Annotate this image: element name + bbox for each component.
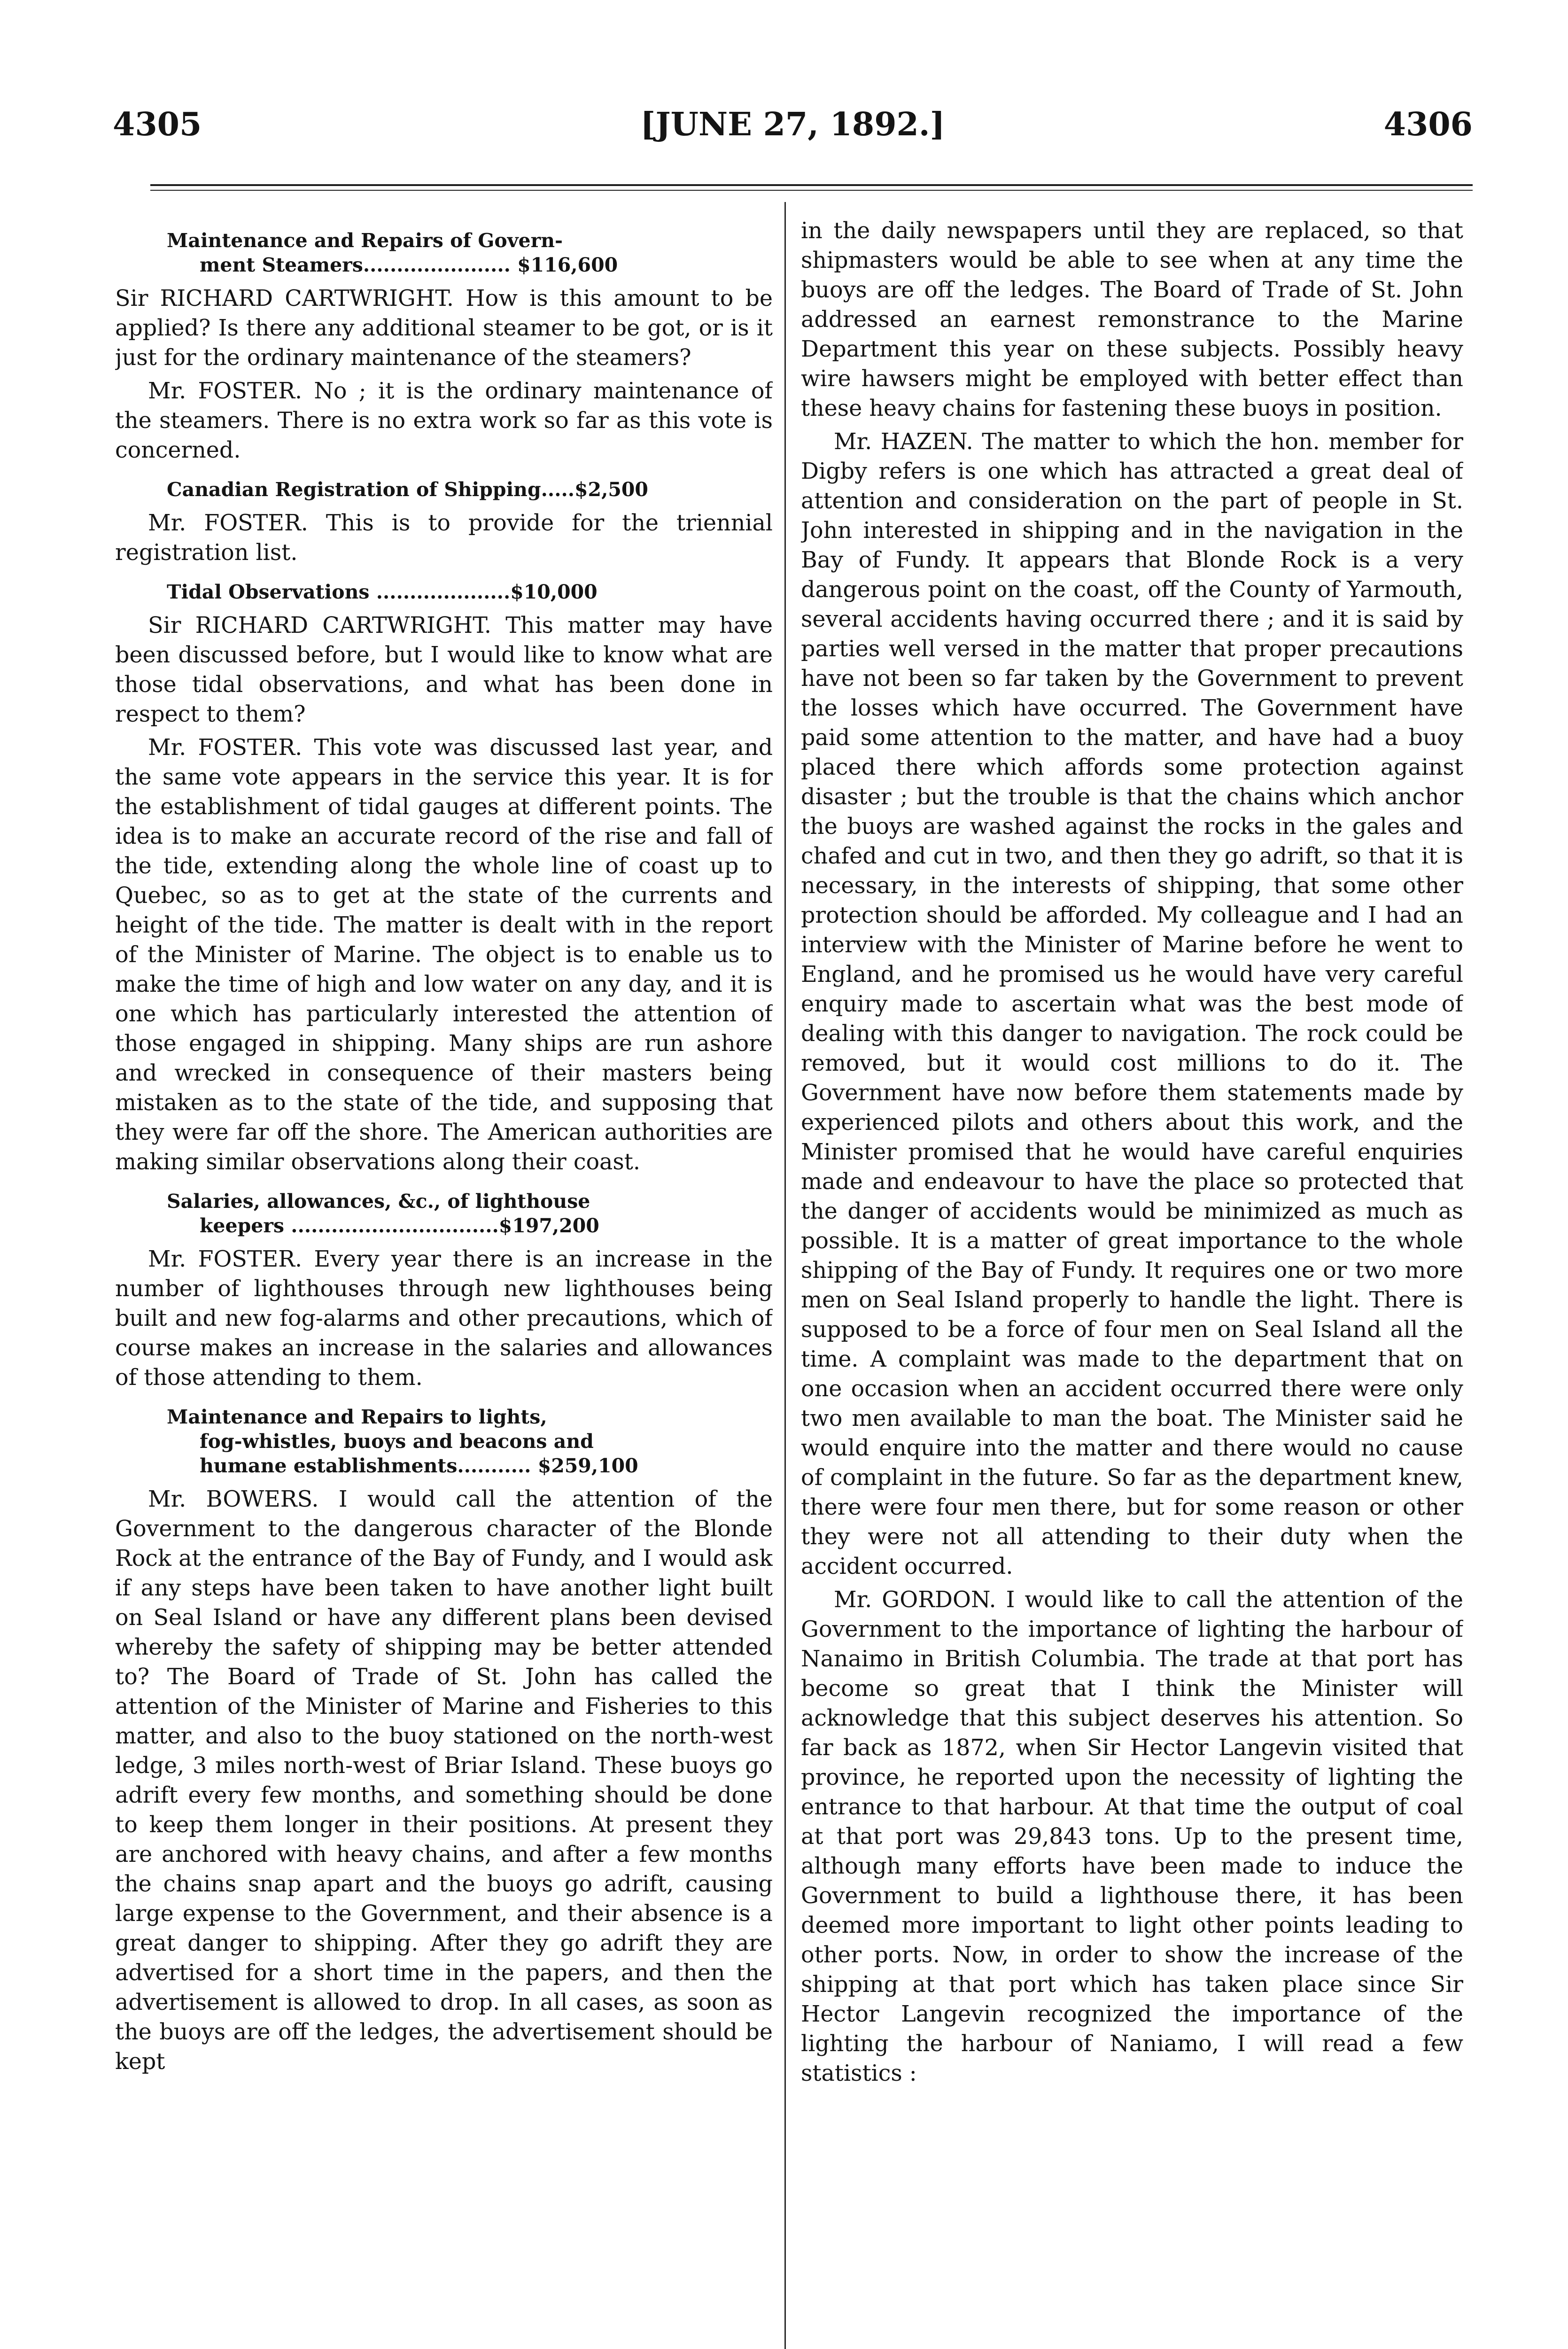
vote-item-dots: ...................... [363, 254, 511, 276]
vote-item-amount: $259,100 [537, 1455, 638, 1477]
vote-item-amount: $116,600 [517, 254, 618, 276]
vote-item-label: Canadian Registration of Shipping [167, 478, 541, 501]
vote-item-tidal [167, 580, 773, 604]
vote-item-lights-repairs [167, 1405, 773, 1478]
right-column [801, 216, 1463, 2349]
vote-item-label: Maintenance and Repairs of Govern- [167, 229, 563, 252]
vote-item-amount: $2,500 [574, 478, 648, 501]
page-date: [JUNE 27, 1892.] [640, 106, 945, 143]
vote-item-steamers [167, 228, 773, 277]
vote-item-label-cont: humane establishments [200, 1455, 458, 1477]
speech-paragraph: Sir RICHARD CARTWRIGHT. How is this amount to be applied? Is there any additional steamer to be got, or is it just for the ordinary maintenance of the steamers? [115, 286, 773, 371]
page-number-left: 4305 [113, 106, 202, 143]
speech-paragraph: Mr. HAZEN. The matter to which the hon. member for Digby refers is one which has attracted a great deal of attention and consideration on the part of people in St. John interested in shipping and in the navigation in the Bay of Fundy. It appears that Blonde Rock is a very dangerous point on the coast, off the County of Yarmouth, several accidents having occurred there ; and it is said by parties well versed in the matter that proper precautions have not been so far taken by the Government to prevent the losses which have occurred. The Government have paid some attention to the matter, and have had a buoy placed there which affords some protection against disaster ; but the trouble is that the chains which anchor the buoys are washed against the rocks in the gales and chafed and cut in two, and then they go adrift, so that it is necessary, in the interests of shipping, that some other protection should be afforded. My colleague and I had an interview with the Minister of Marine before he went to England, and he promised us he would have very careful enquiry made to ascertain what was the best mode of dealing with this danger to navigation. The rock could be removed, but it would cost millions to do it. The Government have now before them statements made by experienced pilots and others about this work, and the Minister promised that he would have careful enquiries made and endeavour to have the place so protected that the danger of accidents would be minimized as much as possible. It is a matter of great importance to the whole shipping of the Bay of Fundy. It requires one or two more men on Seal Island properly to handle the light. There is supposed to be a force of four men on Seal Island all the time. A complaint was made to the department that on one occasion when an accident occurred there were only two men available to man the boat. The Minister said he would enquire into the matter and there would no cause of complaint in the future. So far as the department knew, there were four men there, but for some reason or other they were not all attending to their duty when the accident occurred. [801, 429, 1463, 1579]
vote-item-dots: ........... [457, 1455, 531, 1477]
page-number-right: 4306 [1383, 106, 1473, 143]
vote-item-dots: .................... [376, 581, 511, 603]
vote-item-dots: ............................... [291, 1214, 499, 1237]
speech-paragraph: Sir RICHARD CARTWRIGHT. This matter may have been discussed before, but I would like to know what are those tidal observations, and what has been done in respect to them? [115, 613, 773, 727]
speech-paragraph: Mr. FOSTER. This is to provide for the triennial registration list. [115, 510, 773, 566]
left-column [115, 216, 773, 2349]
speech-paragraph: in the daily newspapers until they are replaced, so that shipmasters would be able to see when at any time the buoys are off the ledges. The Board of Trade of St. John addressed an earnest remonstrance to the Marine Department this year on these subjects. Possibly heavy wire hawsers might be employed with better effect than these heavy chains for fastening these buoys in position. [801, 218, 1463, 421]
column-divider [784, 202, 786, 2349]
vote-item-label-cont: fog-whistles, buoys and beacons and [200, 1430, 594, 1453]
speech-paragraph: Mr. FOSTER. This vote was discussed last year, and the same vote appears in the service this year. It is for the establishment of tidal gauges at different points. The idea is to make an accurate record of the rise and fall of the tide, extending along the whole line of coast up to Quebec, so as to get at the state of the currents and height of the tide. The matter is dealt with in the report of the Minister of Marine. The object is to enable us to make the time of high and low water on any day, and it is one which has particularly interested the attention of those engaged in shipping. Many ships are run ashore and wrecked in consequence of their masters being mistaken as to the state of the tide, and supposing that they were far off the shore. The American authorities are making similar observations along their coast. [115, 735, 773, 1175]
speech-paragraph: Mr. FOSTER. No ; it is the ordinary maintenance of the steamers. There is no extra work so far as this vote is concerned. [115, 378, 773, 463]
vote-item-dots: ..... [541, 478, 575, 501]
vote-item-lighthouse-keepers [167, 1189, 773, 1238]
speech-paragraph: Mr. BOWERS. I would call the attention of the Government to the dangerous character of the Blonde Rock at the entrance of the Bay of Fundy, and I would ask if any steps have been taken to have another light built on Seal Island or have any different plans been devised whereby the safety of shipping may be better attended to? The Board of Trade of St. John has called the attention of the Minister of Marine and Fisheries to this matter, and also to the buoy stationed on the north-west ledge, 3 miles north-west of Briar Island. These buoys go adrift every few months, and something should be done to keep them longer in their positions. At present they are anchored with heavy chains, and after a few months the chains snap apart and the buoys go adrift, causing large expense to the Government, and their absence is a great danger to shipping. After they go adrift they are advertised for a short time in the papers, and then the advertisement is allowed to drop. In all cases, as soon as the buoys are off the ledges, the advertisement should be kept [115, 1486, 773, 2075]
vote-item-label: Maintenance and Repairs to lights, [167, 1406, 547, 1428]
header-rule [150, 184, 1473, 186]
vote-item-label-cont: ment Steamers [200, 254, 363, 276]
speech-paragraph: Mr. GORDON. I would like to call the attention of the Government to the importance of lighting the harbour of Nanaimo in British Columbia. The trade at that port has become so great that I think the Minister will acknowledge that this subject deserves his attention. So far back as 1872, when Sir Hector Langevin visited that province, he reported upon the necessity of lighting the entrance to that harbour. At that time the output of coal at that port was 29,843 tons. Up to the present time, although many efforts have been made to induce the Government to build a lighthouse there, it has been deemed more important to light other points leading to other ports. Now, in order to show the increase of the shipping at that port which has taken place since Sir Hector Langevin recognized the importance of the lighting the harbour of Naniamo, I will read a few statistics : [801, 1587, 1463, 2086]
vote-item-registration [167, 477, 773, 502]
vote-item-label-cont: keepers [200, 1214, 285, 1237]
vote-item-amount: $197,200 [498, 1214, 599, 1237]
header-rule-thin [150, 190, 1473, 191]
vote-item-amount: $10,000 [510, 581, 598, 603]
speech-paragraph: Mr. FOSTER. Every year there is an increase in the number of lighthouses through new lighthouses being built and new fog-alarms and other precautions, which of course makes an increase in the salaries and allowances of those attending to them. [115, 1246, 773, 1391]
vote-item-label: Tidal Observations [167, 581, 370, 603]
page-header [113, 92, 1473, 153]
vote-item-label: Salaries, allowances, &c., of lighthouse [167, 1190, 590, 1213]
